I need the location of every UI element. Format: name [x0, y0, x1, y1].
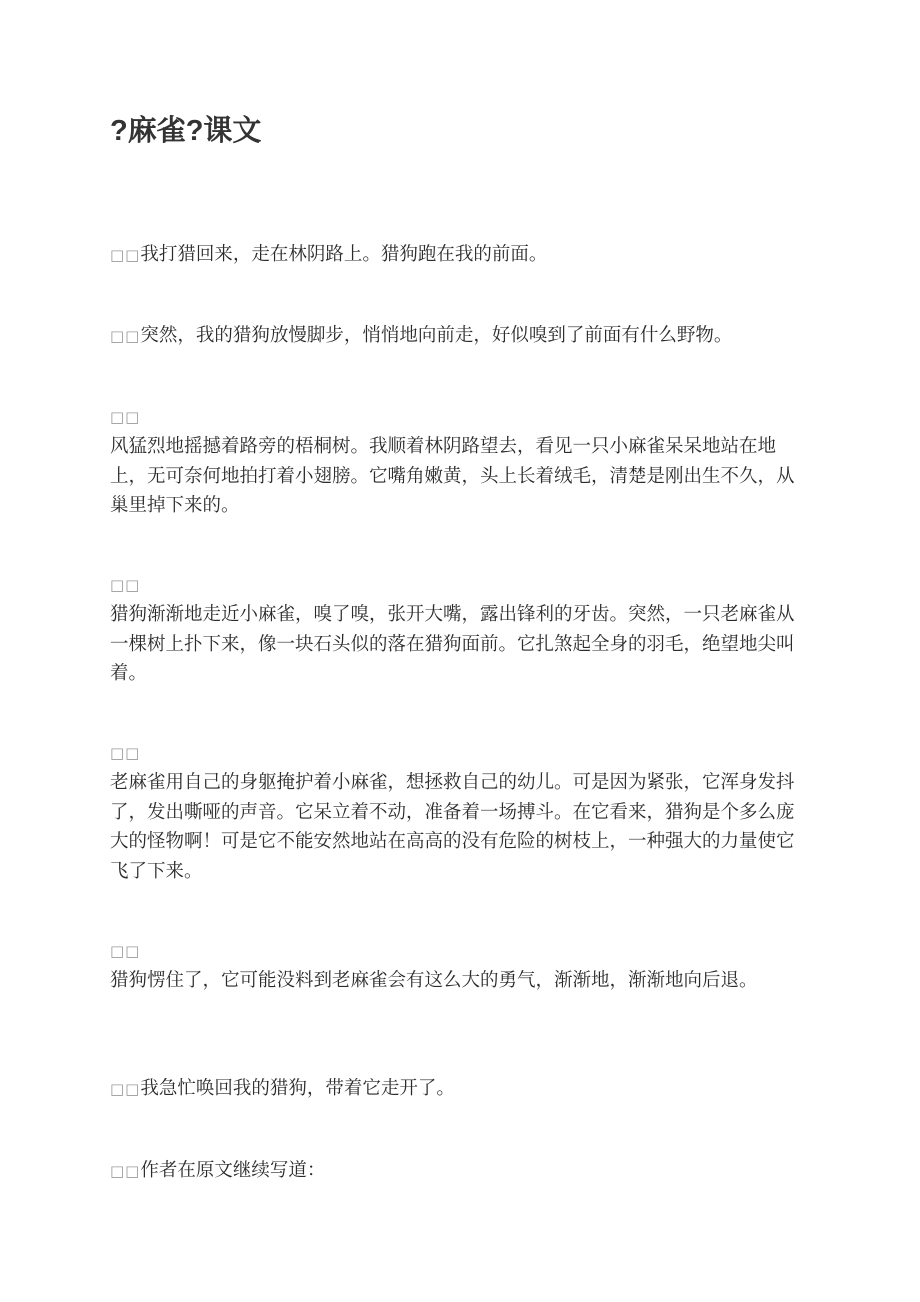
paragraph-text: 老麻雀用自己的身躯掩护着小麻雀，想拯救自己的幼儿。可是因为紧张，它浑身发抖了，发出嘶哑的声音。它呆立着不动，准备着一场搏斗。在它看来，猎狗是个多么庞大的怪物啊！可是它不能安然地站在高高的没有危险的树枝上，一种强大的力量使它飞了下来。: [110, 772, 795, 882]
page-title: ?麻雀?课文: [110, 115, 262, 147]
paragraph-7: [110, 1074, 800, 1105]
paragraph-text: 作者在原文继续写道：: [140, 1160, 326, 1181]
indent-marker: □□: [110, 246, 141, 264]
paragraph-8: [110, 1156, 800, 1187]
paragraph-2: [110, 321, 800, 352]
indent-marker: □□: [110, 1080, 141, 1098]
paragraph-3: [110, 403, 800, 521]
indent-marker: □□: [110, 327, 141, 345]
paragraph-4: [110, 571, 800, 689]
indent-marker: □□: [110, 576, 141, 594]
indent-marker: □□: [110, 408, 141, 426]
paragraph-text: 猎狗愣住了，它可能没料到老麻雀会有这么大的勇气，渐渐地，渐渐地向后退。: [110, 970, 758, 991]
indent-marker: □□: [110, 942, 141, 960]
paragraph-text: 突然，我的猎狗放慢脚步，悄悄地向前走，好似嗅到了前面有什么野物。: [140, 325, 733, 346]
indent-marker: □□: [110, 1162, 141, 1180]
indent-marker: □□: [110, 744, 141, 762]
paragraph-text: 我打猎回来，走在林阴路上。猎狗跑在我的前面。: [140, 244, 548, 265]
paragraph-text: 猎狗渐渐地走近小麻雀，嗅了嗅，张开大嘴，露出锋利的牙齿。突然，一只老麻雀从一棵树上扑下来，像一块石头似的落在猎狗面前。它扎煞起全身的羽毛，绝望地尖叫着。: [110, 604, 795, 684]
paragraph-1: [110, 240, 800, 271]
paragraph-6: [110, 937, 800, 996]
paragraph-5: [110, 739, 800, 886]
paragraph-text: 我急忙唤回我的猎狗，带着它走开了。: [140, 1078, 455, 1099]
paragraph-text: 风猛烈地摇撼着路旁的梧桐树。我顺着林阴路望去，看见一只小麻雀呆呆地站在地上，无可奈何地拍打着小翅膀。它嘴角嫩黄，头上长着绒毛，清楚是刚出生不久，从巢里掉下来的。: [110, 436, 795, 516]
